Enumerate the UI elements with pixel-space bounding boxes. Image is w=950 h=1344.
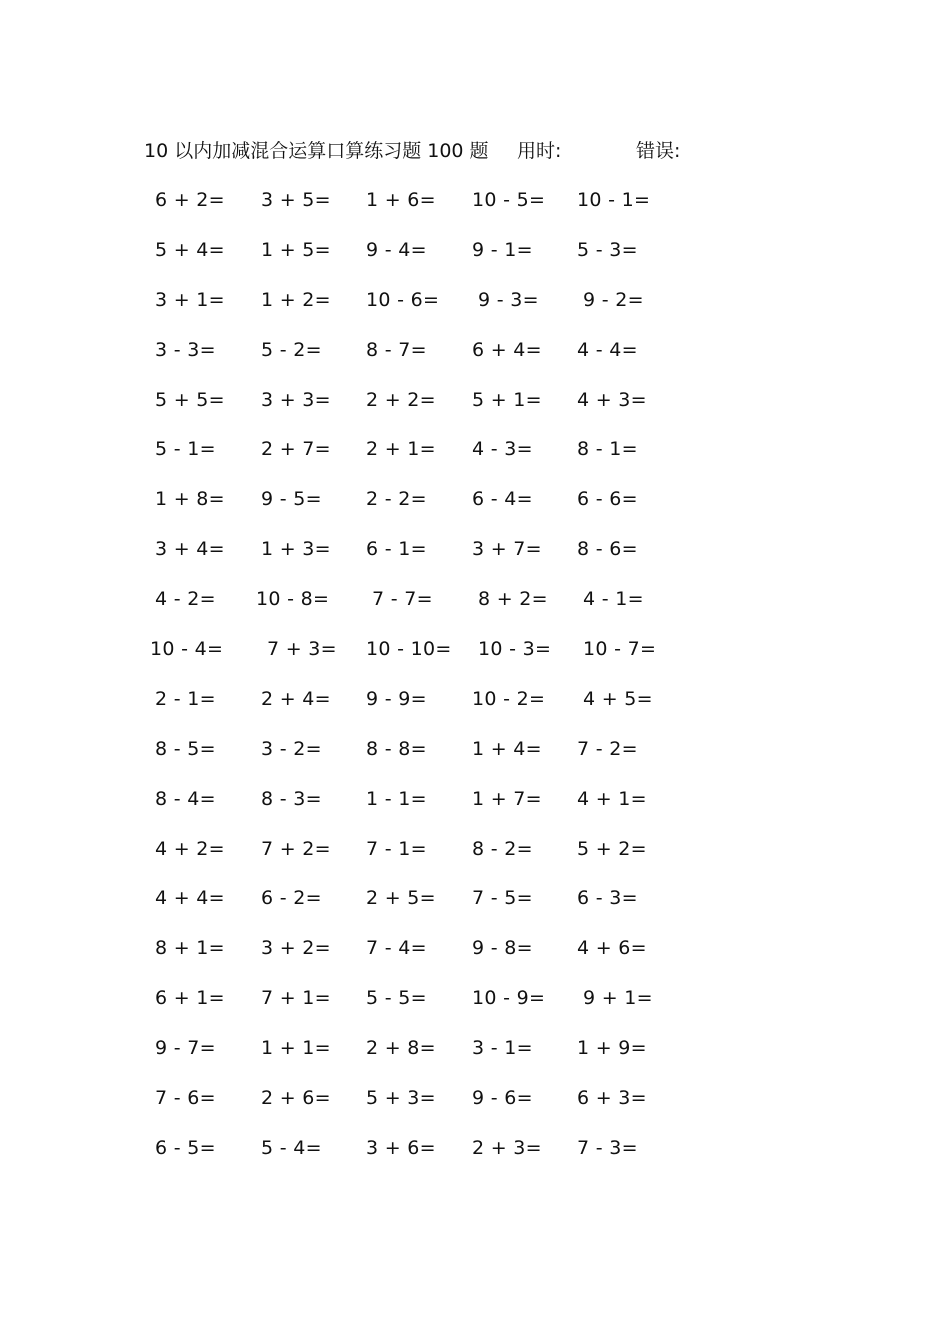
problem-item: 10 - 2= [472, 687, 546, 710]
problem-item: 7 - 4= [366, 937, 427, 960]
problem-item: 4 + 2= [155, 837, 225, 860]
problem-row [0, 385, 950, 435]
problem-item: 9 + 1= [583, 987, 653, 1010]
problem-item: 1 - 1= [366, 787, 427, 810]
problem-item: 2 - 2= [366, 488, 427, 511]
problem-row [0, 1083, 950, 1133]
problem-item: 10 - 8= [256, 588, 330, 611]
problem-item: 5 + 3= [366, 1087, 436, 1110]
problem-row [0, 734, 950, 784]
problem-item: 10 - 9= [472, 987, 546, 1010]
problem-row [0, 484, 950, 534]
problem-row [0, 335, 950, 385]
problem-item: 3 + 6= [366, 1136, 436, 1159]
problem-row [0, 434, 950, 484]
worksheet-header [144, 136, 764, 166]
problem-item: 3 + 5= [261, 189, 331, 211]
problem-item: 7 - 5= [472, 887, 533, 910]
time-used-label: 用时: [517, 140, 562, 162]
problem-item: 9 - 6= [472, 1087, 533, 1110]
problem-item: 6 - 1= [366, 538, 427, 561]
problem-item: 9 - 9= [366, 687, 427, 710]
problem-item: 9 - 7= [155, 1037, 216, 1060]
problem-item: 4 + 4= [155, 887, 225, 910]
problem-item: 9 - 5= [261, 488, 322, 511]
problem-item: 1 + 8= [155, 488, 225, 511]
problem-item: 4 + 1= [577, 787, 647, 810]
problem-item: 1 + 7= [472, 787, 542, 810]
problem-item: 6 + 1= [155, 987, 225, 1010]
problem-item: 3 + 3= [261, 388, 331, 411]
problem-item: 6 + 4= [472, 338, 542, 361]
problem-item: 7 - 2= [577, 737, 638, 760]
problem-item: 4 + 5= [583, 687, 653, 710]
problem-item: 1 + 2= [261, 288, 331, 311]
problem-item: 5 - 2= [261, 338, 322, 361]
errors-label: 错误: [636, 140, 681, 162]
problem-item: 7 + 2= [261, 837, 331, 860]
problem-item: 2 + 5= [366, 887, 436, 910]
problem-item: 7 - 3= [577, 1136, 638, 1159]
problem-item: 1 + 4= [472, 737, 542, 760]
problem-item: 6 - 3= [577, 887, 638, 910]
problem-item: 10 - 5= [472, 189, 546, 211]
problem-item: 4 - 1= [583, 588, 644, 611]
problem-item: 9 - 1= [472, 238, 533, 261]
problem-item: 10 - 6= [366, 288, 440, 311]
problem-item: 9 - 3= [478, 288, 539, 311]
problem-row [0, 1133, 950, 1183]
problem-item: 10 - 3= [478, 638, 552, 661]
problem-item: 3 - 3= [155, 338, 216, 361]
problem-item: 10 - 10= [366, 638, 452, 661]
problem-item: 6 + 3= [577, 1087, 647, 1110]
problem-item: 1 + 1= [261, 1037, 331, 1060]
problem-item: 6 + 2= [155, 189, 225, 211]
problem-item: 8 + 1= [155, 937, 225, 960]
problem-item: 8 - 7= [366, 338, 427, 361]
problem-item: 5 - 3= [577, 238, 638, 261]
problem-item: 1 + 5= [261, 238, 331, 261]
problem-item: 4 - 2= [155, 588, 216, 611]
problem-item: 2 + 7= [261, 438, 331, 461]
problem-item: 9 - 4= [366, 238, 427, 261]
problem-item: 8 - 5= [155, 737, 216, 760]
problem-item: 5 - 5= [366, 987, 427, 1010]
problem-item: 5 + 4= [155, 238, 225, 261]
problem-item: 7 - 6= [155, 1087, 216, 1110]
problem-item: 2 - 1= [155, 687, 216, 710]
problem-item: 1 + 3= [261, 538, 331, 561]
problem-item: 3 + 1= [155, 288, 225, 311]
problem-item: 3 - 2= [261, 737, 322, 760]
problem-row [0, 185, 950, 235]
problem-item: 8 - 3= [261, 787, 322, 810]
worksheet-title: 10 以内加减混合运算口算练习题 100 题 [144, 140, 489, 162]
problem-row [0, 634, 950, 684]
problem-row [0, 285, 950, 335]
problem-item: 5 + 1= [472, 388, 542, 411]
problem-item: 9 - 8= [472, 937, 533, 960]
problem-item: 5 + 2= [577, 837, 647, 860]
problem-item: 5 + 5= [155, 388, 225, 411]
problem-item: 2 + 4= [261, 687, 331, 710]
problem-row [0, 534, 950, 584]
problem-item: 2 + 6= [261, 1087, 331, 1110]
problem-item: 8 - 6= [577, 538, 638, 561]
problem-item: 8 - 4= [155, 787, 216, 810]
problem-item: 8 - 2= [472, 837, 533, 860]
problem-item: 4 + 6= [577, 937, 647, 960]
problem-row [0, 983, 950, 1033]
problem-item: 3 - 1= [472, 1037, 533, 1060]
problem-item: 6 - 2= [261, 887, 322, 910]
problem-row [0, 933, 950, 983]
problem-row [0, 235, 950, 285]
problem-item: 8 + 2= [478, 588, 548, 611]
problem-item: 2 + 3= [472, 1136, 542, 1159]
problem-item: 7 - 7= [372, 588, 433, 611]
problem-row [0, 1033, 950, 1083]
problem-item: 10 - 1= [577, 189, 651, 211]
problem-item: 1 + 9= [577, 1037, 647, 1060]
problem-item: 3 + 4= [155, 538, 225, 561]
problem-item: 4 + 3= [577, 388, 647, 411]
problem-row [0, 834, 950, 884]
problem-item: 9 - 2= [583, 288, 644, 311]
problem-item: 3 + 7= [472, 538, 542, 561]
problem-item: 2 + 8= [366, 1037, 436, 1060]
problem-row [0, 883, 950, 933]
problem-item: 7 - 1= [366, 837, 427, 860]
problem-item: 10 - 7= [583, 638, 657, 661]
problem-item: 2 + 1= [366, 438, 436, 461]
problem-item: 8 - 8= [366, 737, 427, 760]
problem-item: 7 + 3= [267, 638, 337, 661]
problem-item: 5 - 1= [155, 438, 216, 461]
problem-item: 8 - 1= [577, 438, 638, 461]
problem-row [0, 684, 950, 734]
problem-item: 4 - 3= [472, 438, 533, 461]
problem-item: 6 - 4= [472, 488, 533, 511]
problem-item: 4 - 4= [577, 338, 638, 361]
problem-item: 1 + 6= [366, 189, 436, 211]
problem-item: 5 - 4= [261, 1136, 322, 1159]
problem-row [0, 784, 950, 834]
problem-item: 6 - 6= [577, 488, 638, 511]
problem-item: 2 + 2= [366, 388, 436, 411]
problem-row [0, 584, 950, 634]
problem-item: 3 + 2= [261, 937, 331, 960]
problem-grid [0, 185, 950, 1183]
problem-item: 7 + 1= [261, 987, 331, 1010]
problem-item: 6 - 5= [155, 1136, 216, 1159]
problem-item: 10 - 4= [150, 638, 224, 661]
